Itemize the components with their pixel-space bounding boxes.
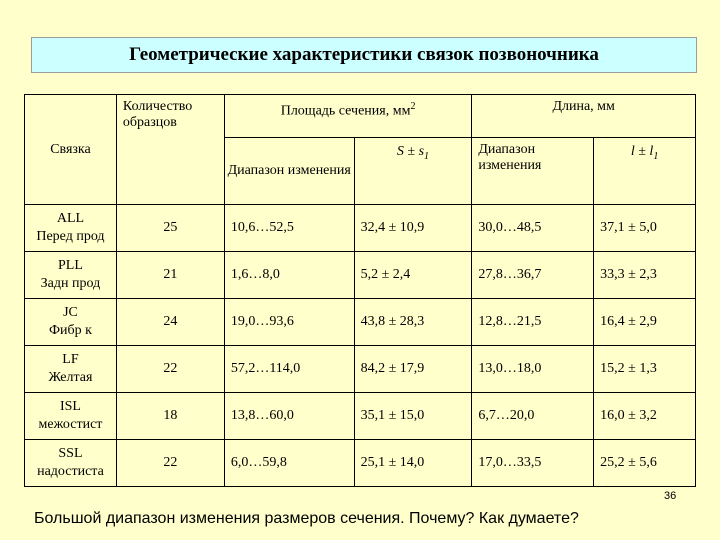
header-ligament: Связка: [25, 95, 117, 205]
cell-area-mean: 32,4 ± 10,9: [354, 205, 472, 252]
cell-length-mean: 16,0 ± 3,2: [594, 393, 696, 440]
header-l-sub: 1: [653, 150, 659, 162]
slide-title: Геометрические характеристики связок позвоночника: [31, 37, 697, 73]
cell-count: 24: [116, 299, 224, 346]
cell-length-range: 27,8…36,7: [472, 252, 594, 299]
cell-ligament: [25, 393, 117, 440]
cell-length-mean: 16,4 ± 2,9: [594, 299, 696, 346]
header-s-mean: [354, 138, 472, 205]
footer-question: Большой диапазон изменения размеров сечения. Почему? Как думаете?: [34, 510, 579, 527]
ligament-code: LF: [62, 352, 79, 367]
cell-length-mean: 33,3 ± 2,3: [594, 252, 696, 299]
ligament-description: Фибр к: [48, 323, 92, 338]
table-body: [25, 205, 696, 487]
cell-count: 25: [116, 205, 224, 252]
cell-length-range: 17,0…33,5: [472, 440, 594, 487]
cell-length-range: 30,0…48,5: [472, 205, 594, 252]
table-row: [25, 393, 696, 440]
ligament-description: Желтая: [48, 370, 93, 385]
slide-number: 36: [664, 490, 677, 502]
ligament-code: ISL: [59, 399, 81, 414]
header-area-sup: 2: [410, 101, 416, 112]
ligament-description: Перед прод: [36, 229, 105, 244]
cell-ligament: [25, 299, 117, 346]
cell-area-mean: 25,1 ± 14,0: [354, 440, 472, 487]
ligament-code: PLL: [58, 258, 83, 273]
cell-ligament: [25, 346, 117, 393]
cell-area-range: 6,0…59,8: [224, 440, 354, 487]
ligament-code: JC: [63, 305, 78, 320]
header-l-label: l ± l: [630, 144, 654, 159]
cell-ligament: [25, 205, 117, 252]
cell-ligament: [25, 440, 117, 487]
ligament-description: межостист: [38, 417, 103, 432]
header-area: [224, 95, 472, 138]
ligament-code: ALL: [56, 211, 85, 226]
header-l-mean: [594, 138, 696, 205]
cell-area-range: 13,8…60,0: [224, 393, 354, 440]
cell-length-mean: 15,2 ± 1,3: [594, 346, 696, 393]
cell-area-range: 1,6…8,0: [224, 252, 354, 299]
cell-area-mean: 35,1 ± 15,0: [354, 393, 472, 440]
header-row-1: [25, 95, 696, 138]
table-row: [25, 252, 696, 299]
header-area-label: Площадь сечения, мм: [280, 103, 411, 119]
cell-area-range: 10,6…52,5: [224, 205, 354, 252]
ligament-table: [24, 94, 696, 487]
header-length-range: Диапазон изменения: [472, 138, 594, 205]
ligament-code: SSL: [58, 446, 83, 461]
cell-count: 22: [116, 440, 224, 487]
table-row: [25, 299, 696, 346]
table-row: [25, 205, 696, 252]
cell-area-mean: 5,2 ± 2,4: [354, 252, 472, 299]
cell-ligament: [25, 252, 117, 299]
table-row: [25, 346, 696, 393]
cell-length-range: 6,7…20,0: [472, 393, 594, 440]
cell-area-mean: 84,2 ± 17,9: [354, 346, 472, 393]
ligament-description: надостиста: [37, 464, 104, 479]
cell-area-range: 57,2…114,0: [224, 346, 354, 393]
cell-length-mean: 25,2 ± 5,6: [594, 440, 696, 487]
header-area-range: Диапазон изменения: [224, 138, 354, 205]
cell-count: 22: [116, 346, 224, 393]
cell-length-range: 13,0…18,0: [472, 346, 594, 393]
header-count: Количество образцов: [116, 95, 224, 205]
cell-area-range: 19,0…93,6: [224, 299, 354, 346]
ligament-description: Задн прод: [40, 276, 101, 291]
table-row: [25, 440, 696, 487]
header-s-sub: 1: [424, 150, 430, 162]
cell-count: 18: [116, 393, 224, 440]
header-s-label: S ± s: [396, 144, 425, 159]
cell-area-mean: 43,8 ± 28,3: [354, 299, 472, 346]
cell-count: 21: [116, 252, 224, 299]
cell-length-mean: 37,1 ± 5,0: [594, 205, 696, 252]
cell-length-range: 12,8…21,5: [472, 299, 594, 346]
header-length: Длина, мм: [472, 95, 696, 138]
